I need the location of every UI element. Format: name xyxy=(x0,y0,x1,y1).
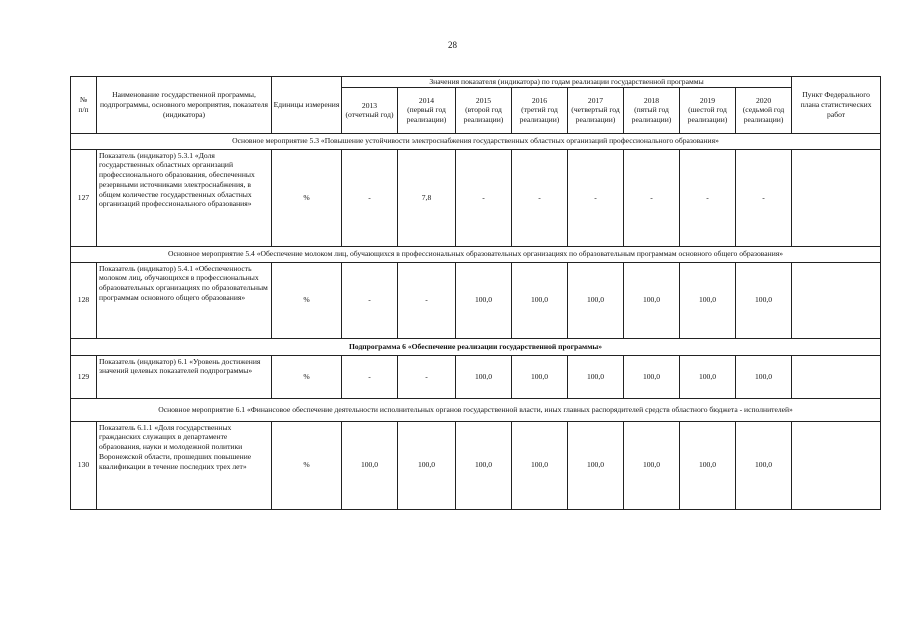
value-2019: - xyxy=(680,149,736,246)
value-2014: - xyxy=(398,355,456,398)
value-2013: - xyxy=(342,262,398,338)
unit-cell: % xyxy=(272,355,342,398)
value-2017: 100,0 xyxy=(568,421,624,509)
table-row-129 xyxy=(71,355,881,398)
indicator-name: Показатель (индикатор) 5.4.1 «Обеспеченность молоком лиц, обучающихся в профессиональных образовательных организациях по образовательным программам основного общего образования» xyxy=(97,262,272,338)
row-number: 127 xyxy=(71,149,97,246)
value-2014: - xyxy=(398,262,456,338)
header-year-2015: 2015 (второй год реализации) xyxy=(456,87,512,133)
header-year-2019: 2019 (шестой год реализации) xyxy=(680,87,736,133)
unit-cell: % xyxy=(272,149,342,246)
row-number: 130 xyxy=(71,421,97,509)
value-2015: 100,0 xyxy=(456,355,512,398)
indicators-table xyxy=(70,76,881,510)
value-2018: - xyxy=(624,149,680,246)
value-2013: 100,0 xyxy=(342,421,398,509)
indicator-name: Показатель (индикатор) 6.1 «Уровень достижения значений целевых показателей подпрограммы» xyxy=(97,355,272,398)
value-2019: 100,0 xyxy=(680,421,736,509)
value-2016: 100,0 xyxy=(512,421,568,509)
table-row-128 xyxy=(71,262,881,338)
section-heading-5-3: Основное мероприятие 5.3 «Повышение устойчивости электроснабжения государственных областных организаций профессионального образования» xyxy=(71,133,881,149)
fed-plan-cell xyxy=(792,149,881,246)
header-year-2017: 2017 (четвертый год реализации) xyxy=(568,87,624,133)
table-row-130 xyxy=(71,421,881,509)
table-row-127 xyxy=(71,149,881,246)
value-2018: 100,0 xyxy=(624,355,680,398)
value-2015: 100,0 xyxy=(456,421,512,509)
value-2014: 7,8 xyxy=(398,149,456,246)
value-2013: - xyxy=(342,355,398,398)
unit-cell: % xyxy=(272,421,342,509)
value-2017: 100,0 xyxy=(568,262,624,338)
header-year-2013: 2013 (отчетный год) xyxy=(342,87,398,133)
value-2013: - xyxy=(342,149,398,246)
value-2020: 100,0 xyxy=(736,262,792,338)
header-fed-plan: Пункт Федерального плана статистических работ xyxy=(792,77,881,134)
value-2015: - xyxy=(456,149,512,246)
value-2017: 100,0 xyxy=(568,355,624,398)
value-2019: 100,0 xyxy=(680,355,736,398)
section-heading-5-4: Основное мероприятие 5.4 «Обеспечение молоком лиц, обучающихся в профессиональных образовательных организациях по образовательным программам основного общего образования» xyxy=(71,246,881,262)
value-2020: 100,0 xyxy=(736,355,792,398)
value-2016: - xyxy=(512,149,568,246)
row-number: 129 xyxy=(71,355,97,398)
value-2020: - xyxy=(736,149,792,246)
value-2014: 100,0 xyxy=(398,421,456,509)
fed-plan-cell xyxy=(792,421,881,509)
value-2018: 100,0 xyxy=(624,421,680,509)
section-heading-6-1: Основное мероприятие 6.1 «Финансовое обеспечение деятельности исполнительных органов государственной власти, иных главных распорядителей средств областного бюджета - исполнителей» xyxy=(71,398,881,421)
fed-plan-cell xyxy=(792,355,881,398)
unit-cell: % xyxy=(272,262,342,338)
header-year-2014: 2014 (первый год реализации) xyxy=(398,87,456,133)
value-2020: 100,0 xyxy=(736,421,792,509)
subprogram-heading-6: Подпрограмма 6 «Обеспечение реализации государственной программы» xyxy=(71,338,881,355)
page-number: 28 xyxy=(448,40,457,50)
indicator-name: Показатель (индикатор) 5.3.1 «Доля государственных областных организаций профессионального образования, обеспеченных резервными источниками электроснабжения, в общем количестве государственных областных организаций профессионального образования» xyxy=(97,149,272,246)
value-2018: 100,0 xyxy=(624,262,680,338)
value-2016: 100,0 xyxy=(512,262,568,338)
header-name: Наименование государственной программы, подпрограммы, основного мероприятия, показателя (индикатора) xyxy=(97,77,272,134)
fed-plan-cell xyxy=(792,262,881,338)
value-2017: - xyxy=(568,149,624,246)
header-year-2020: 2020 (седьмой год реализации) xyxy=(736,87,792,133)
header-year-2018: 2018 (пятый год реализации) xyxy=(624,87,680,133)
row-number: 128 xyxy=(71,262,97,338)
header-unit: Единицы измерения xyxy=(272,77,342,134)
header-values-group: Значения показателя (индикатора) по годам реализации государственной программы xyxy=(342,77,792,88)
indicator-name: Показатель 6.1.1 «Доля государственных гражданских служащих в департаменте образования, науки и молодежной политики Воронежской области, прошедших повышение квалификации в течение последних трех лет» xyxy=(97,421,272,509)
header-num: № п/п xyxy=(71,77,97,134)
header-year-2016: 2016 (третий год реализации) xyxy=(512,87,568,133)
value-2016: 100,0 xyxy=(512,355,568,398)
value-2019: 100,0 xyxy=(680,262,736,338)
value-2015: 100,0 xyxy=(456,262,512,338)
